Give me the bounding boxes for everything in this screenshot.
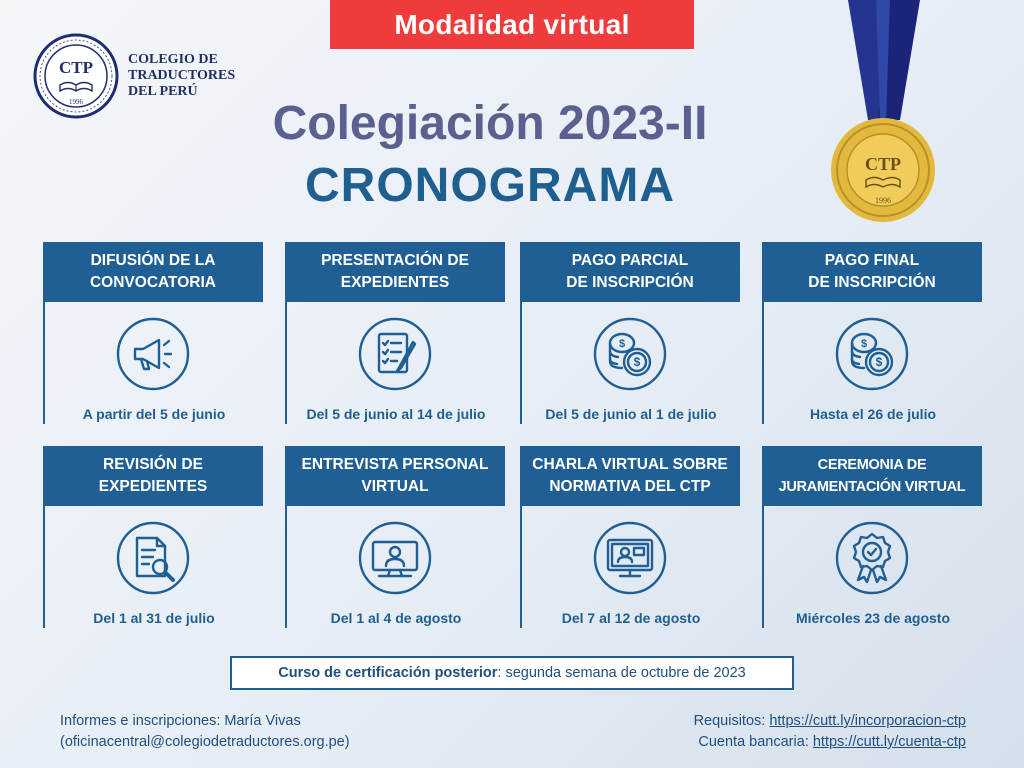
contact-info: Informes e inscripciones: María Vivas (oficinacentral@colegiodetraductores.org.pe) bbox=[60, 711, 350, 753]
page-title: Colegiación 2023-II bbox=[272, 97, 708, 150]
step-header: CEREMONIA DE JURAMENTACIÓN VIRTUAL bbox=[762, 446, 982, 506]
document-search-icon bbox=[115, 520, 191, 596]
step-header: DIFUSIÓN DE LA CONVOCATORIA bbox=[43, 242, 263, 302]
svg-text:1996: 1996 bbox=[875, 196, 891, 205]
step-date: Miércoles 23 de agosto bbox=[795, 610, 951, 626]
step-header: PRESENTACIÓN DE EXPEDIENTES bbox=[285, 242, 505, 302]
coins-icon bbox=[834, 316, 910, 392]
megaphone-icon bbox=[115, 316, 191, 392]
document-pen-icon bbox=[357, 316, 433, 392]
step-card-difusion bbox=[43, 242, 265, 424]
note-text: : segunda semana de octubre de 2023 bbox=[497, 665, 746, 681]
svg-text:1996: 1996 bbox=[69, 98, 83, 106]
presentation-screen-icon bbox=[592, 520, 668, 596]
step-header: CHARLA VIRTUAL SOBRE NORMATIVA DEL CTP bbox=[520, 446, 740, 506]
step-header: PAGO FINAL DE INSCRIPCIÓN bbox=[762, 242, 982, 302]
step-header: ENTREVISTA PERSONAL VIRTUAL bbox=[285, 446, 505, 506]
award-badge-icon bbox=[834, 520, 910, 596]
note-label: Curso de certificación posterior bbox=[278, 665, 498, 681]
coins-icon bbox=[592, 316, 668, 392]
modality-banner: Modalidad virtual bbox=[330, 0, 694, 49]
step-card-presentacion bbox=[285, 242, 507, 424]
links-info: Requisitos: https://cutt.ly/incorporacion-ctp Cuenta bancaria: https://cutt.ly/cuenta-ctp bbox=[693, 713, 966, 750]
step-date: Del 1 al 31 de julio bbox=[93, 610, 215, 626]
step-date: Del 5 de junio al 1 de julio bbox=[545, 406, 717, 422]
step-date: A partir del 5 de junio bbox=[82, 406, 226, 422]
svg-text:CTP: CTP bbox=[59, 58, 93, 77]
video-call-icon bbox=[357, 520, 433, 596]
certification-note bbox=[230, 656, 794, 690]
requirements-link[interactable]: https://cutt.ly/incorporacion-ctp bbox=[769, 713, 966, 729]
step-date: Del 5 de junio al 14 de julio bbox=[306, 406, 486, 422]
svg-text:$: $ bbox=[875, 355, 883, 369]
svg-text:$: $ bbox=[633, 355, 641, 369]
contact-email: (oficinacentral@colegiodetraductores.org.pe) bbox=[60, 734, 350, 750]
step-card-charla bbox=[520, 446, 742, 628]
step-card-pago-parcial bbox=[520, 242, 742, 424]
step-date: Del 1 al 4 de agosto bbox=[330, 610, 462, 626]
step-card-ceremonia bbox=[762, 446, 984, 628]
step-date: Del 7 al 12 de agosto bbox=[561, 610, 701, 626]
step-header: PAGO PARCIAL DE INSCRIPCIÓN bbox=[520, 242, 740, 302]
page-subtitle: CRONOGRAMA bbox=[305, 159, 675, 212]
step-card-revision bbox=[43, 446, 265, 628]
gold-medal-icon bbox=[828, 0, 938, 225]
step-card-entrevista bbox=[285, 446, 507, 628]
bank-account-link[interactable]: https://cutt.ly/cuenta-ctp bbox=[812, 734, 966, 750]
step-card-pago-final bbox=[762, 242, 984, 424]
svg-text:$: $ bbox=[618, 338, 626, 350]
svg-text:CTP: CTP bbox=[865, 154, 901, 174]
svg-text:$: $ bbox=[860, 338, 868, 350]
step-date: Hasta el 26 de julio bbox=[809, 406, 937, 422]
org-name: COLEGIO DE TRADUCTORES DEL PERÚ bbox=[128, 52, 236, 99]
step-header: REVISIÓN DE EXPEDIENTES bbox=[43, 446, 263, 506]
